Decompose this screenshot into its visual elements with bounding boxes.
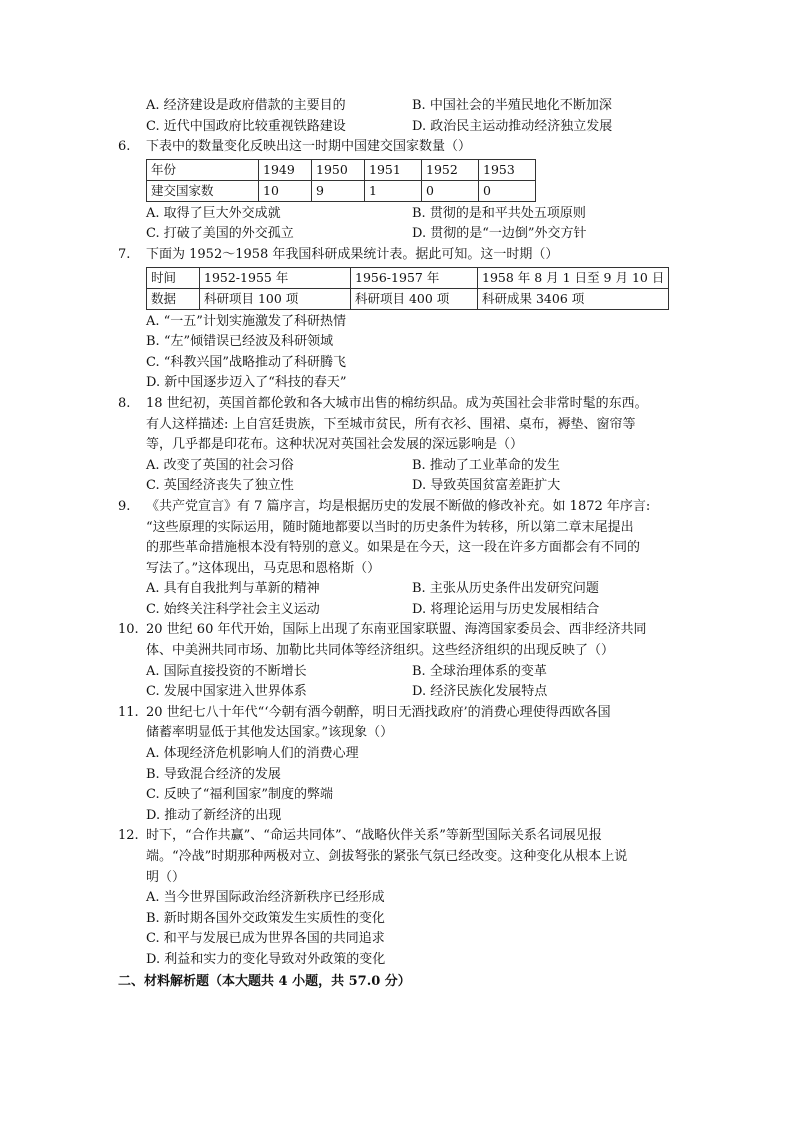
q9-option-c: C. 始终关注科学社会主义运动 <box>146 601 320 617</box>
q5-options <box>118 96 678 137</box>
question-stem-line: 储蓄率明显低于其他发达国家。”该现象（） <box>146 725 394 741</box>
question-stem-line: 《共产党宣言》有 7 篇序言，均是根据历史的发展不断做的修改补充。如 1872 年序言: <box>146 498 651 514</box>
table-cell: 建交国家数 <box>147 180 259 201</box>
question-stem-line: 体、中美洲共同市场、加勒比共同体等经济组织。这些经济组织的出现反映了（） <box>146 643 615 659</box>
q9-option-a: A. 具有自我批判与革新的精神 <box>146 581 320 597</box>
q6-option-d: D. 贯彻的是“一边倒”外交方针 <box>412 226 587 242</box>
question-8 <box>118 394 678 497</box>
q7-option-a: A. “一五”计划实施激发了科研热情 <box>146 313 346 329</box>
question-stem-line: 端。“冷战”时期那种两极对立、剑拔弩张的紧张气氛已经改变。这种变化从根本上说 <box>146 849 628 864</box>
section-heading: 二、材料解析题（本大题共 4 小题，共 57.0 分） <box>118 973 411 989</box>
question-number: 10. <box>118 622 139 638</box>
table-cell: 1 <box>365 180 422 201</box>
question-6 <box>118 137 678 245</box>
question-stem-line: 的那些革命措施根本没有特别的意义。如果是在今天，这一段在许多方面都会有不同的 <box>146 540 641 556</box>
table-cell: 科研项目 100 项 <box>200 288 351 309</box>
question-stem: 下面为 1952～1958 年我国科研成果统计表。据此可知。这一时期（） <box>146 246 559 262</box>
q11-option-c: C. 反映了“福利国家”制度的弊端 <box>146 787 334 803</box>
question-number: 8. <box>118 395 131 411</box>
q9-option-d: D. 将理论运用与历史发展相结合 <box>412 601 600 617</box>
research-table <box>146 267 669 310</box>
table-cell: 1950 <box>312 159 365 180</box>
q12-option-c: C. 和平与发展已成为世界各国的共同追求 <box>146 931 385 947</box>
table-cell: 年份 <box>147 159 259 180</box>
question-stem-line: 有人这样描述: 上自宫廷贵族，下至城市贫民，所有衣衫、围裙、桌布，褥垫、窗帘等 <box>146 416 636 432</box>
q8-option-c: C. 英国经济丧失了独立性 <box>146 478 294 494</box>
question-stem-line: 20 世纪七八十年代“‘今朝有酒今朝醉，明日无酒找政府’的消费心理使得西欧各国 <box>146 704 611 720</box>
table-cell: 0 <box>422 180 479 201</box>
question-stem: 下表中的数量变化反映出这一时期中国建交国家数量（） <box>146 139 472 155</box>
q7-option-c: C. “科教兴国”战略推动了科研腾飞 <box>146 354 347 370</box>
table-cell: 1952 <box>422 159 479 180</box>
table-cell: 1953 <box>479 159 536 180</box>
q6-option-b: B. 贯彻的是和平共处五项原则 <box>412 205 586 221</box>
question-7 <box>118 245 678 394</box>
question-11 <box>118 703 678 827</box>
table-cell: 数据 <box>147 288 200 309</box>
q8-option-b: B. 推动了工业革命的发生 <box>412 457 560 473</box>
table-row <box>147 159 536 180</box>
table-cell: 9 <box>312 180 365 201</box>
question-number: 12. <box>118 828 139 844</box>
question-number: 6. <box>118 139 131 155</box>
question-stem-line: 明（） <box>146 869 186 885</box>
q11-option-b: B. 导致混合经济的发展 <box>146 766 281 782</box>
question-number: 11. <box>118 704 139 720</box>
q10-option-a: A. 国际直接投资的不断增长 <box>146 663 307 679</box>
question-stem-line: 等，几乎都是印花布。这种状况对英国社会发展的深远影响是（） <box>146 437 524 453</box>
table-row <box>147 267 669 288</box>
table-cell: 时间 <box>147 267 200 288</box>
q10-option-c: C. 发展中国家进入世界体系 <box>146 684 307 700</box>
question-stem-line: 时下，“合作共赢”、“命运共同体”、“战略伙伴关系”等新型国际关系名词展见报 <box>146 828 602 844</box>
q11-option-a: A. 体现经济危机影响人们的消费心理 <box>146 746 359 762</box>
table-cell: 10 <box>259 180 312 201</box>
table-row <box>147 288 669 309</box>
q8-option-d: D. 导致英国贫富差距扩大 <box>412 478 561 494</box>
question-stem-line: 写法了。”这体现出，马克思和恩格斯（） <box>146 560 381 576</box>
q7-option-d: D. 新中国逐步迈入了“科技的春天” <box>146 375 347 391</box>
q5-option-a: A. 经济建设是政府借款的主要目的 <box>146 98 346 113</box>
q6-option-c: C. 打破了美国的外交孤立 <box>146 226 294 242</box>
q11-option-d: D. 推动了新经济的出现 <box>146 807 282 823</box>
question-stem-line: “这些原理的实际运用，随时随地都要以当时的历史条件为转移，所以第二章末尾提出 <box>146 519 634 535</box>
table-cell: 1951 <box>365 159 422 180</box>
table-cell: 科研项目 400 项 <box>351 288 478 309</box>
question-9 <box>118 497 678 621</box>
q10-option-b: B. 全球治理体系的变革 <box>412 663 547 679</box>
table-row <box>147 180 536 201</box>
question-stem-line: 20 世纪 60 年代开始，国际上出现了东南亚国家联盟、海湾国家委员会、西非经济共同 <box>146 622 647 638</box>
q7-option-b: B. “左”倾错误已经波及科研领域 <box>146 334 334 350</box>
q5-option-c: C. 近代中国政府比较重视铁路建设 <box>146 118 346 134</box>
q12-option-a: A. 当今世界国际政治经济新秩序已经形成 <box>146 890 385 906</box>
question-number: 9. <box>118 498 131 514</box>
q8-option-a: A. 改变了英国的社会习俗 <box>146 457 294 473</box>
q5-option-b: B. 中国社会的半殖民地化不断加深 <box>412 98 612 113</box>
table-cell: 1958 年 8 月 1 日至 9 月 10 日 <box>478 267 669 288</box>
question-12 <box>118 826 678 970</box>
table-cell: 0 <box>479 180 536 201</box>
exam-content <box>118 96 678 992</box>
q12-option-d: D. 利益和实力的变化导致对外政策的变化 <box>146 951 386 967</box>
table-cell: 1949 <box>259 159 312 180</box>
table-cell: 1952-1955 年 <box>200 267 351 288</box>
question-stem-line: 18 世纪初，英国首都伦敦和各大城市出售的棉纺织品。成为英国社会非常时髦的东西。 <box>146 395 648 411</box>
question-10 <box>118 620 678 702</box>
q6-option-a: A. 取得了巨大外交成就 <box>146 205 281 221</box>
q10-option-d: D. 经济民族化发展特点 <box>412 684 548 700</box>
diplomacy-table <box>146 159 536 202</box>
q5-option-d: D. 政治民主运动推动经济独立发展 <box>412 118 613 134</box>
q12-option-b: B. 新时期各国外交政策发生实质性的变化 <box>146 910 385 926</box>
table-cell: 科研成果 3406 项 <box>478 288 669 309</box>
question-number: 7. <box>118 246 131 262</box>
table-cell: 1956-1957 年 <box>351 267 478 288</box>
q9-option-b: B. 主张从历史条件出发研究问题 <box>412 581 599 597</box>
